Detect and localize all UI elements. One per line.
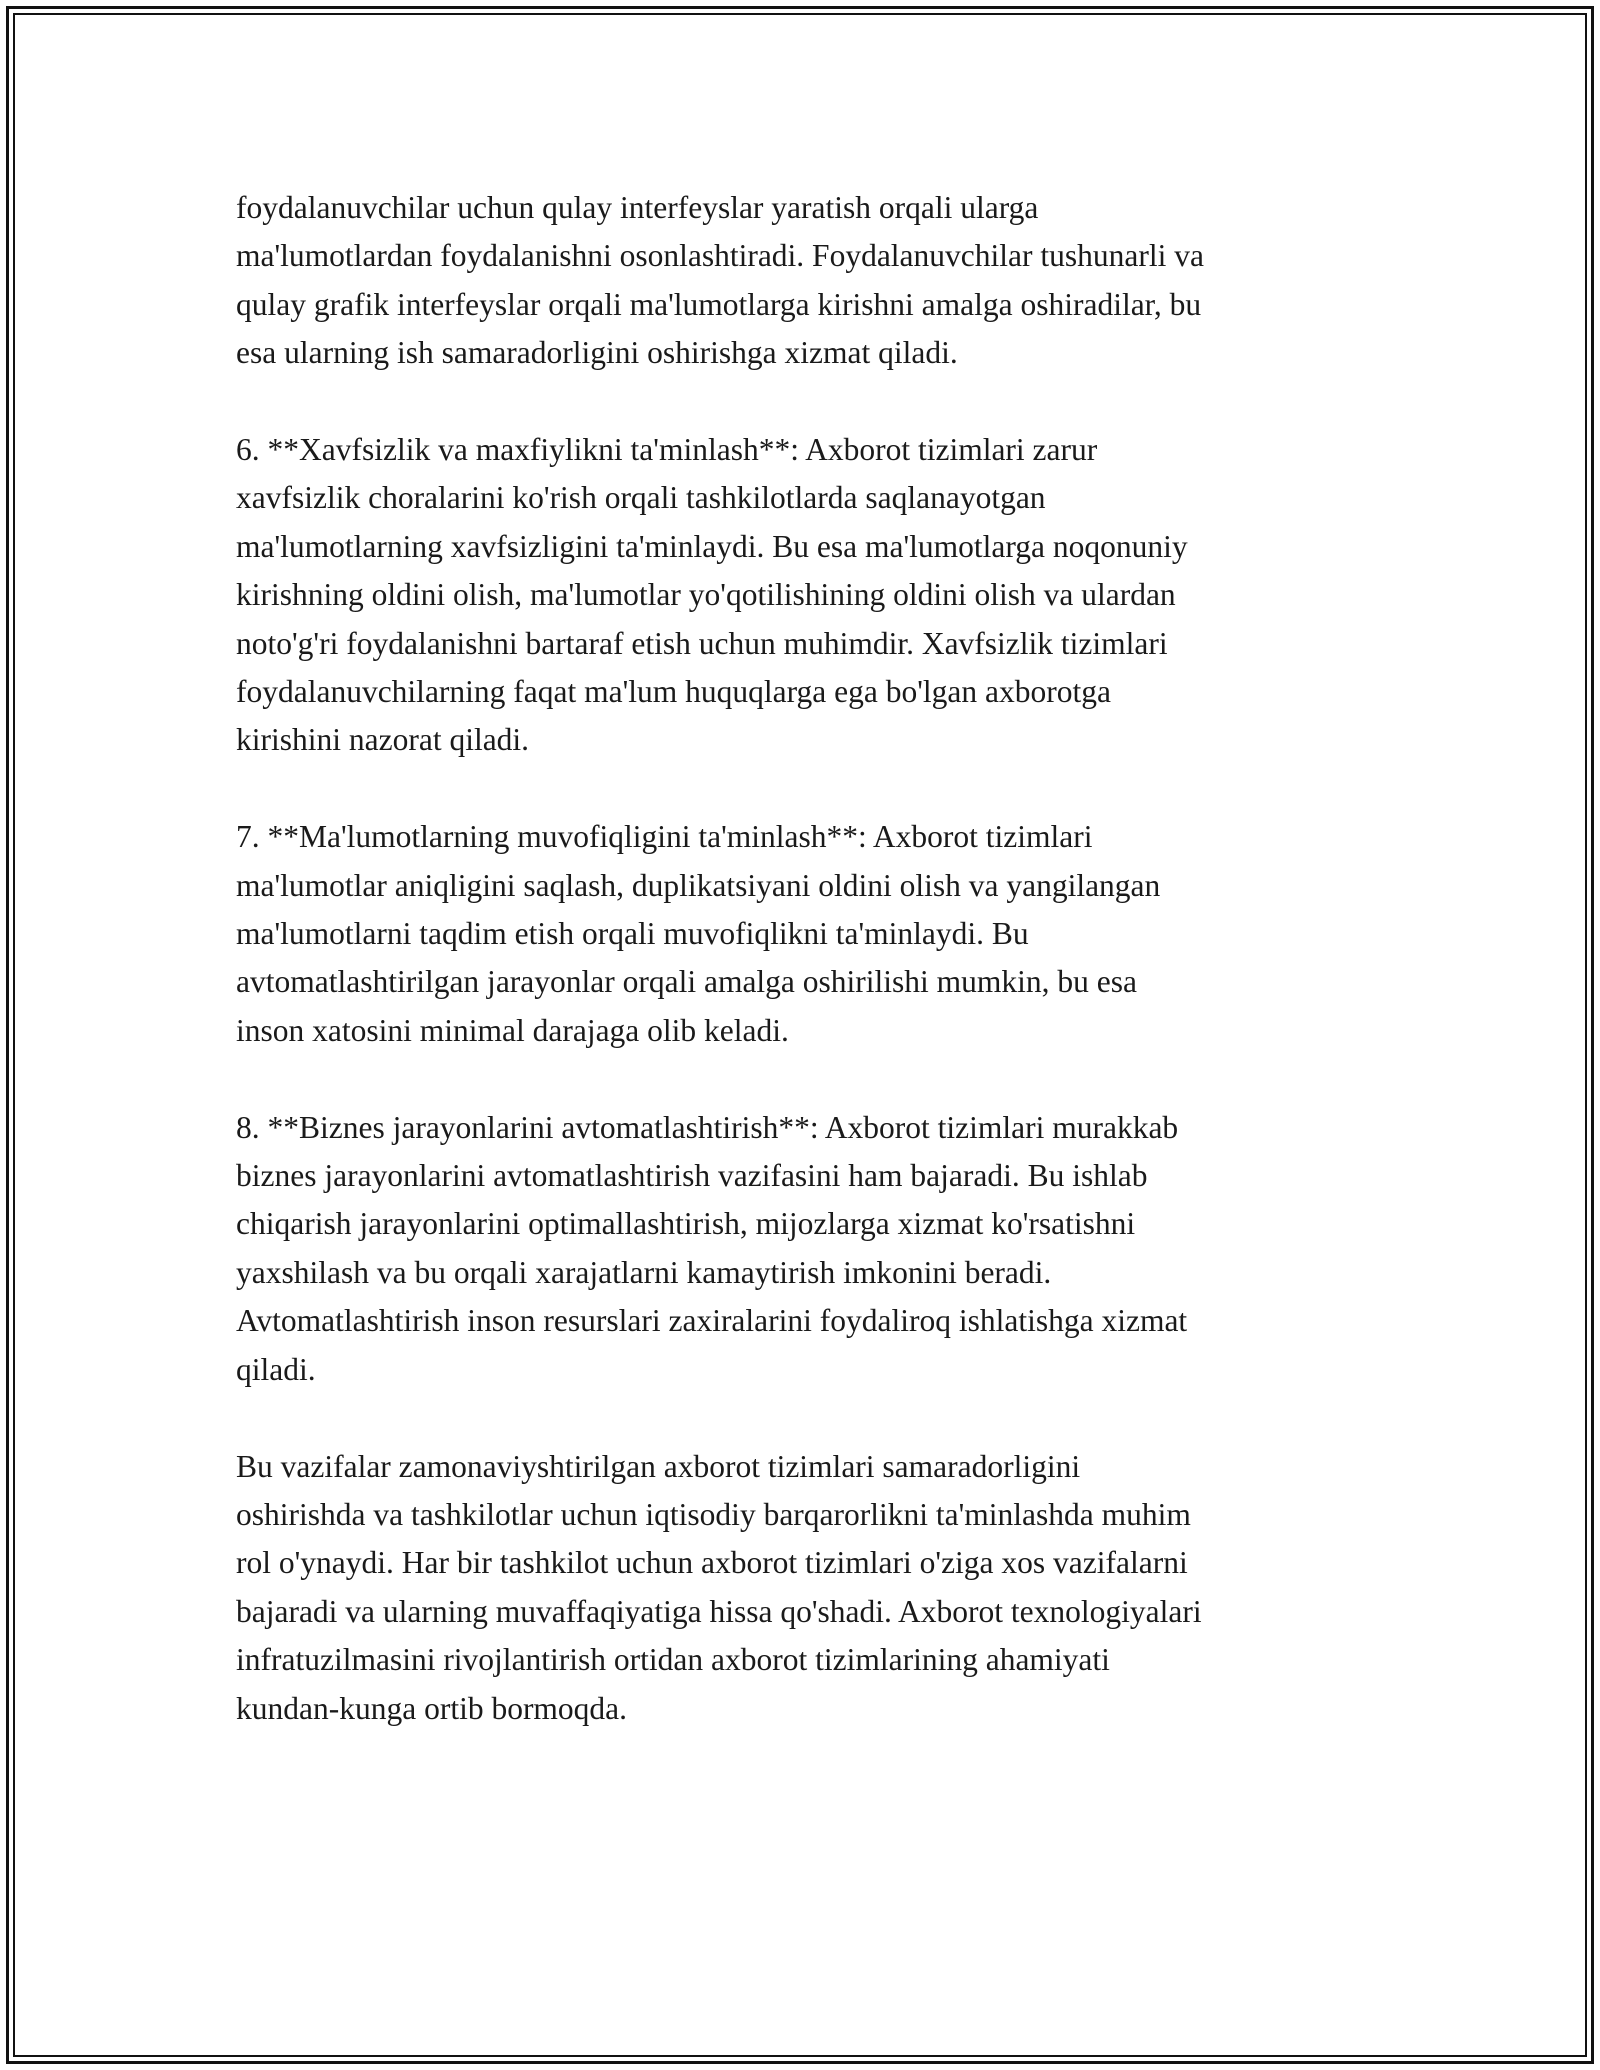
paragraph-interface-continuation: foydalanuvchilar uchun qulay interfeyslar yaratish orqali ularga ma'lumotlardan foydalanishni osonlashtiradi. Foydalanuvchilar tushunarli va qulay grafik interfeyslar orqali ma'lumotlarga kirishni amalga oshiradilar, bu esa ularning ish samaradorligini oshirishga xizmat qiladi. — [236, 190, 1204, 371]
document-body — [236, 184, 1366, 1781]
paragraph-business-automation: 8. **Biznes jarayonlarini avtomatlashtirish**: Axborot tizimlari murakkab biznes jarayonlarini avtomatlashtirish vazifasini ham bajaradi. Bu ishlab chiqarish jarayonlarini optimallashtirish, mijozlarga xizmat ko'rsatishni yaxshilash va bu orqali xarajatlarni kamaytirish imkonini beradi. Avtomatlashtirish inson resurslari zaxiralarini foydaliroq ishlatishga xizmat qiladi. — [236, 1109, 1188, 1387]
paragraph-conclusion: Bu vazifalar zamonaviyshtirilgan axborot tizimlari samaradorligini oshirishda va tashkilotlar uchun iqtisodiy barqarorlikni ta'minlashda muhim rol o'ynaydi. Har bir tashkilot uchun axborot tizimlari o'ziga xos vazifalarni bajaradi va ularning muvaffaqiyatiga hissa qo'shadi. Axborot texnologiyalari infratuzilmasini rivojlantirish ortidan axborot tizimlarining ahamiyati kundan-kunga ortib bormoqda. — [236, 1448, 1202, 1726]
paragraph-security: 6. **Xavfsizlik va maxfiylikni ta'minlash**: Axborot tizimlari zarur xavfsizlik choralarini ko'rish orqali tashkilotlarda saqlanayotgan ma'lumotlarning xavfsizligini ta'minlaydi. Bu esa ma'lumotlarga noqonuniy kirishning oldini olish, ma'lumotlar yo'qotilishining oldini olish va ulardan noto'g'ri foydalanishni bartaraf etish uchun muhimdir. Xavfsizlik tizimlari foydalanuvchilarning faqat ma'lum huquqlarga ega bo'lgan axborotga kirishini nazorat qiladi. — [236, 432, 1188, 758]
paragraph-data-consistency: 7. **Ma'lumotlarning muvofiqligini ta'minlash**: Axborot tizimlari ma'lumotlar aniqligini saqlash, duplikatsiyani oldini olish va yangilangan ma'lumotlarni taqdim etish orqali muvofiqlikni ta'minlaydi. Bu avtomatlashtirilgan jarayonlar orqali amalga oshirilishi mumkin, bu esa inson xatosini minimal darajaga olib keladi. — [236, 819, 1161, 1048]
